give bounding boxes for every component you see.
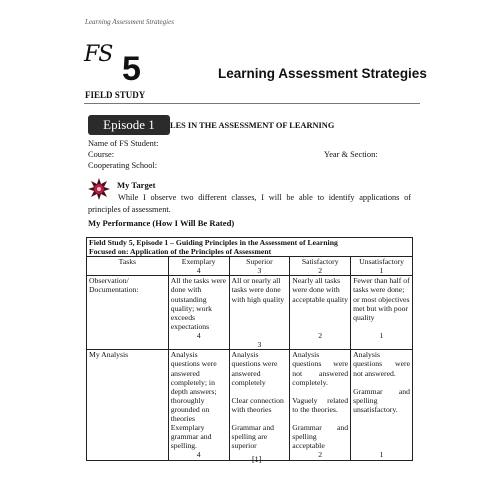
- rubric-cell: [229, 350, 290, 460]
- page-number: [1]: [252, 455, 262, 464]
- rubric-cell-text: Nearly all tasks were done with acceptable quality: [292, 276, 349, 304]
- column-label: Satisfactory: [301, 257, 339, 267]
- rubric-cell: [290, 350, 351, 460]
- rubric-caption-row: [87, 238, 413, 257]
- rubric-cell-text: All or nearly all tasks were done with high quality: [231, 276, 285, 304]
- task-cell: Observation/ Documentation:: [87, 276, 169, 350]
- rubric-caption: [87, 238, 413, 257]
- rubric-cell: [168, 350, 229, 460]
- rubric-cell-score: 2: [318, 331, 323, 341]
- column-header: [229, 257, 290, 276]
- rubric-cell-text: Analysis questions were answered completely; in depth answers; thoroughly grounded on theories Exemplary grammar and spelling.: [170, 350, 217, 451]
- rubric-cell-score: 3: [257, 340, 262, 350]
- performance-title: My Performance (How I Will Be Rated): [88, 218, 235, 228]
- target-text-body: While I observe two different classes, I will be able to identify applications of principles of assessment.: [88, 193, 411, 214]
- rubric-cell-text: Analysis questions were not answered. Grammar and spelling unsatisfactory.: [353, 350, 410, 414]
- rubric-cell: [351, 276, 413, 350]
- table-row: [87, 350, 413, 460]
- column-score: 1: [379, 266, 384, 276]
- column-header: [168, 257, 229, 276]
- column-score: 3: [257, 266, 262, 276]
- header-divider: [84, 103, 412, 104]
- rubric-caption-line1: Field Study 5, Episode 1 – Guiding Principles in the Assessment of Learning: [89, 238, 338, 247]
- header-divider-end: [412, 103, 420, 104]
- target-text: [88, 192, 411, 216]
- rubric-cell-text: Analysis questions were not answered completely. Vaguely related to the theories. Grammar and spelling acceptable: [292, 350, 349, 451]
- rubric-cell-text: Fewer than half of tasks were done; or most objectives met but with poor quality: [353, 276, 410, 322]
- rubric-cell: [351, 350, 413, 460]
- column-header: [351, 257, 413, 276]
- episode-subtitle: LES IN THE ASSESSMENT OF LEARNING: [170, 121, 335, 130]
- rubric-cell-score: 1: [379, 331, 384, 341]
- column-label: Unsatisfactory: [359, 257, 404, 267]
- fs-logo-letters: FS: [84, 42, 113, 67]
- task-cell: My Analysis: [87, 350, 169, 460]
- column-score: 2: [318, 266, 323, 276]
- course-label: Course:: [88, 150, 115, 159]
- column-label: Tasks: [118, 257, 137, 267]
- rubric-cell: [229, 276, 290, 350]
- column-label: Superior: [246, 257, 273, 267]
- running-header: Learning Assessment Strategies: [85, 18, 174, 26]
- column-header: [87, 257, 169, 276]
- column-score: 4: [196, 266, 201, 276]
- rubric-cell-score: 4: [196, 450, 201, 460]
- column-header: [290, 257, 351, 276]
- rubric-cell-text: Analysis questions were answered completely Clear connection with theories Grammar and spelling are superior: [231, 350, 284, 451]
- rubric-table: [86, 237, 413, 461]
- table-row: [87, 276, 413, 350]
- rubric-cell-score: 4: [196, 330, 201, 340]
- rubric-cell-text: All the tasks were done with outstanding quality; work exceeds expectations: [170, 276, 227, 331]
- page-title: Learning Assessment Strategies: [218, 66, 427, 81]
- rubric-header-row: [87, 257, 413, 276]
- rubric-cell: [290, 276, 351, 350]
- student-name-label: Name of FS Student:: [88, 139, 159, 148]
- rubric-cell-score: 2: [318, 450, 323, 460]
- year-section-label: Year & Section:: [324, 150, 378, 159]
- target-title: My Target: [117, 180, 156, 190]
- field-study-label: FIELD STUDY: [85, 90, 146, 100]
- episode-badge: Episode 1: [88, 115, 170, 135]
- column-label: Exemplary: [181, 257, 216, 267]
- rubric-cell-score: 1: [379, 450, 384, 460]
- rubric-caption-line2: Focused on: Application of the Principles of Assessment: [89, 247, 272, 257]
- rubric-cell: [168, 276, 229, 350]
- fs-logo-number: 5: [122, 50, 141, 88]
- cooperating-school-label: Cooperating School:: [88, 161, 158, 170]
